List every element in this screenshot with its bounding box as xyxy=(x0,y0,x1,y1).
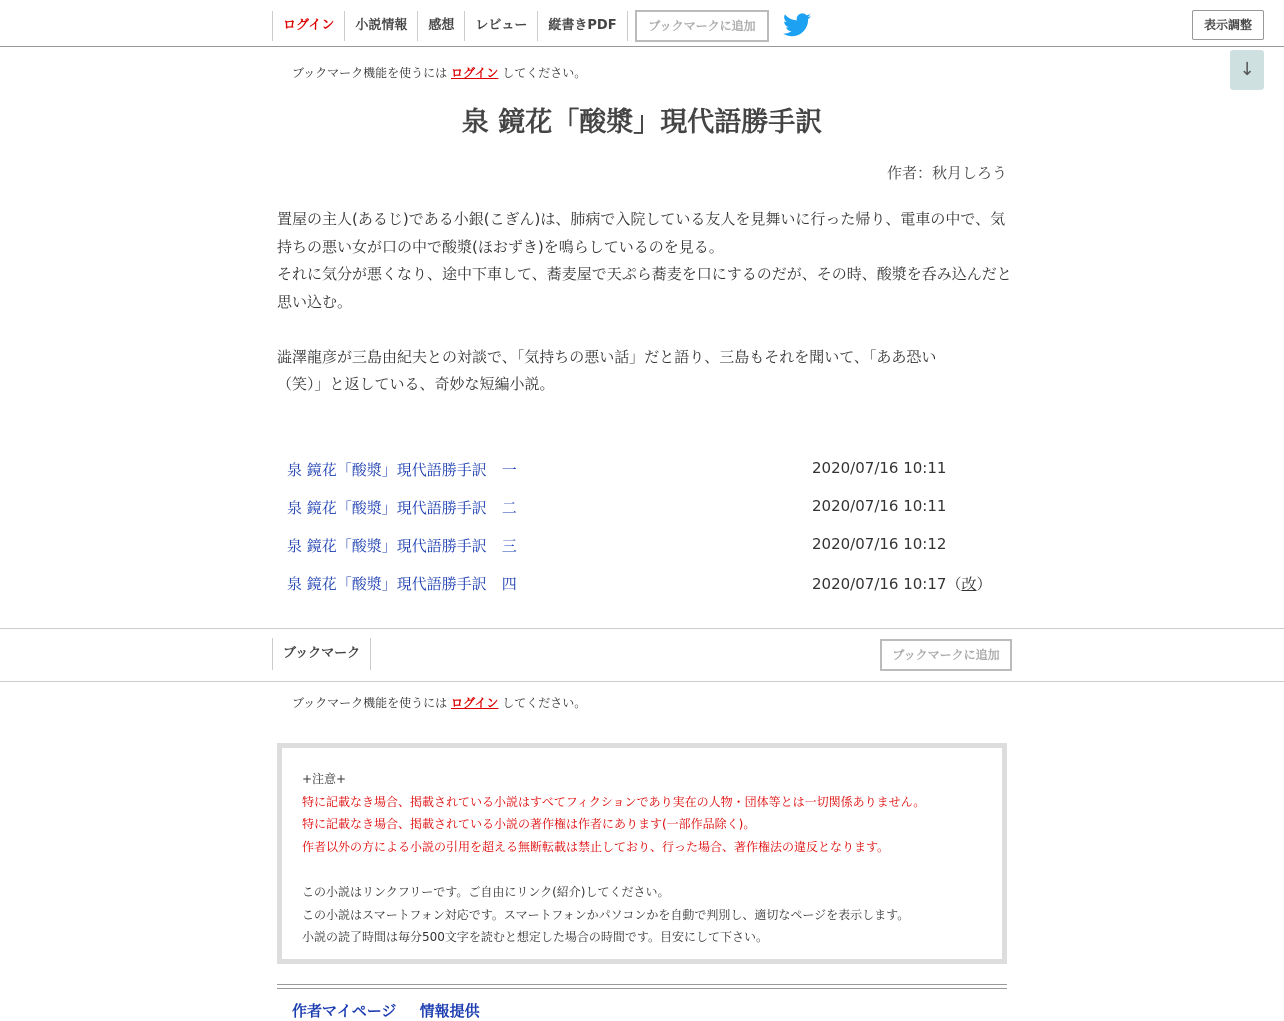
footer-links xyxy=(292,1000,498,1021)
footer-divider xyxy=(277,984,1007,989)
synopsis-paragraph: 置屋の主人(あるじ)である小銀(こぎん)は、肺病で入院している友人を見舞いに行った帰り、電車の中で、気持ちの悪い女が口の中で酸漿(ほおずき)を鳴らしているのを見る。 xyxy=(277,210,1006,256)
notice-warning: 特に記載なき場合、掲載されている小説の著作権は作者にあります(一部作品除く)。 xyxy=(302,817,756,832)
chapter-link[interactable]: 泉 鏡花「酸漿」現代語勝手訳 三 xyxy=(287,537,517,555)
revision-paren-open: （ xyxy=(946,575,962,593)
nav-vertical-pdf[interactable]: 縦書きPDF xyxy=(537,11,627,41)
twitter-icon[interactable] xyxy=(783,13,811,37)
synopsis-paragraph: 澁澤龍彦が三島由紀夫との対談で、「気持ちの悪い話」だと語り、三島もそれを聞いて、「ああ恐い（笑）」と返している、奇妙な短編小説。 xyxy=(277,347,937,393)
report-info-link[interactable]: 情報提供 xyxy=(419,1002,480,1020)
notice-info-line: この小説はリンクフリーです。ご自由にリンク(紹介)してください。 xyxy=(302,884,670,899)
notice-login-link[interactable]: ログイン xyxy=(451,696,499,710)
scroll-down-button[interactable]: ↓ xyxy=(1230,50,1264,90)
chapter-row xyxy=(277,450,1007,488)
notice-suffix: してください。 xyxy=(502,66,587,80)
bookmark-notice-top xyxy=(292,64,586,81)
novel-synopsis xyxy=(277,206,1017,399)
chapter-date: 2020/07/16 10:11 xyxy=(812,459,947,477)
novel-title: 泉 鏡花「酸漿」現代語勝手訳 xyxy=(461,107,823,138)
bookmark-bar xyxy=(0,628,1284,682)
chapter-list xyxy=(277,450,1007,602)
chapter-date: 2020/07/16 10:17 xyxy=(812,575,947,593)
notice-warning: 特に記載なき場合、掲載されている小説はすべてフィクションであり実在の人物・団体等とは一切関係ありません。 xyxy=(302,794,926,809)
chapter-date: 2020/07/16 10:12 xyxy=(812,535,947,553)
chapter-link[interactable]: 泉 鏡花「酸漿」現代語勝手訳 二 xyxy=(287,499,517,517)
nav-impressions[interactable]: 感想 xyxy=(417,11,464,41)
chapter-row xyxy=(277,488,1007,526)
chapter-row xyxy=(277,526,1007,564)
display-settings-button[interactable]: 表示調整 xyxy=(1192,10,1264,40)
top-nav xyxy=(272,11,628,41)
top-navbar xyxy=(0,0,1284,47)
synopsis-paragraph: それに気分が悪くなり、途中下車して、蕎麦屋で天ぷら蕎麦を口にするのだが、その時、酸漿を呑み込んだと思い込む。 xyxy=(277,265,1012,311)
chapter-link[interactable]: 泉 鏡花「酸漿」現代語勝手訳 四 xyxy=(287,575,517,593)
author-mypage-link[interactable]: 作者マイページ xyxy=(292,1002,397,1020)
chapter-date: 2020/07/16 10:11 xyxy=(812,497,947,515)
add-bookmark-button-bottom[interactable]: ブックマークに追加 xyxy=(880,639,1012,671)
bookmark-tab[interactable]: ブックマーク xyxy=(272,638,371,670)
chapter-row xyxy=(277,564,1007,602)
nav-review[interactable]: レビュー xyxy=(464,11,537,41)
bookmark-notice-bottom xyxy=(292,694,586,711)
notice-heading: +注意+ xyxy=(302,772,347,786)
revision-link[interactable]: 改 xyxy=(961,575,977,593)
notice-prefix: ブックマーク機能を使うには xyxy=(292,66,448,80)
novel-author: 作者：秋月しろう xyxy=(886,164,1007,182)
notice-info-line: 小説の読了時間は毎分500文字を読むと想定した場合の時間です。目安にして下さい。 xyxy=(302,930,768,945)
notice-suffix: してください。 xyxy=(502,696,587,710)
notice-login-link[interactable]: ログイン xyxy=(451,66,499,80)
notice-box xyxy=(277,743,1007,964)
notice-warning: 作者以外の方による小説の引用を超える無断転載は禁止しており、行った場合、著作権法の違反となります。 xyxy=(302,839,890,854)
chapter-date-block xyxy=(812,573,992,594)
revision-paren-close: ） xyxy=(976,575,992,593)
add-bookmark-button[interactable]: ブックマークに追加 xyxy=(635,10,769,42)
notice-info-line: この小説はスマートフォン対応です。スマートフォンかパソコンかを自動で判別し、適切なページを表示します。 xyxy=(302,907,910,922)
nav-login[interactable]: ログイン xyxy=(272,11,344,41)
chapter-link[interactable]: 泉 鏡花「酸漿」現代語勝手訳 一 xyxy=(287,461,517,479)
notice-prefix: ブックマーク機能を使うには xyxy=(292,696,448,710)
nav-novel-info[interactable]: 小説情報 xyxy=(344,11,417,41)
